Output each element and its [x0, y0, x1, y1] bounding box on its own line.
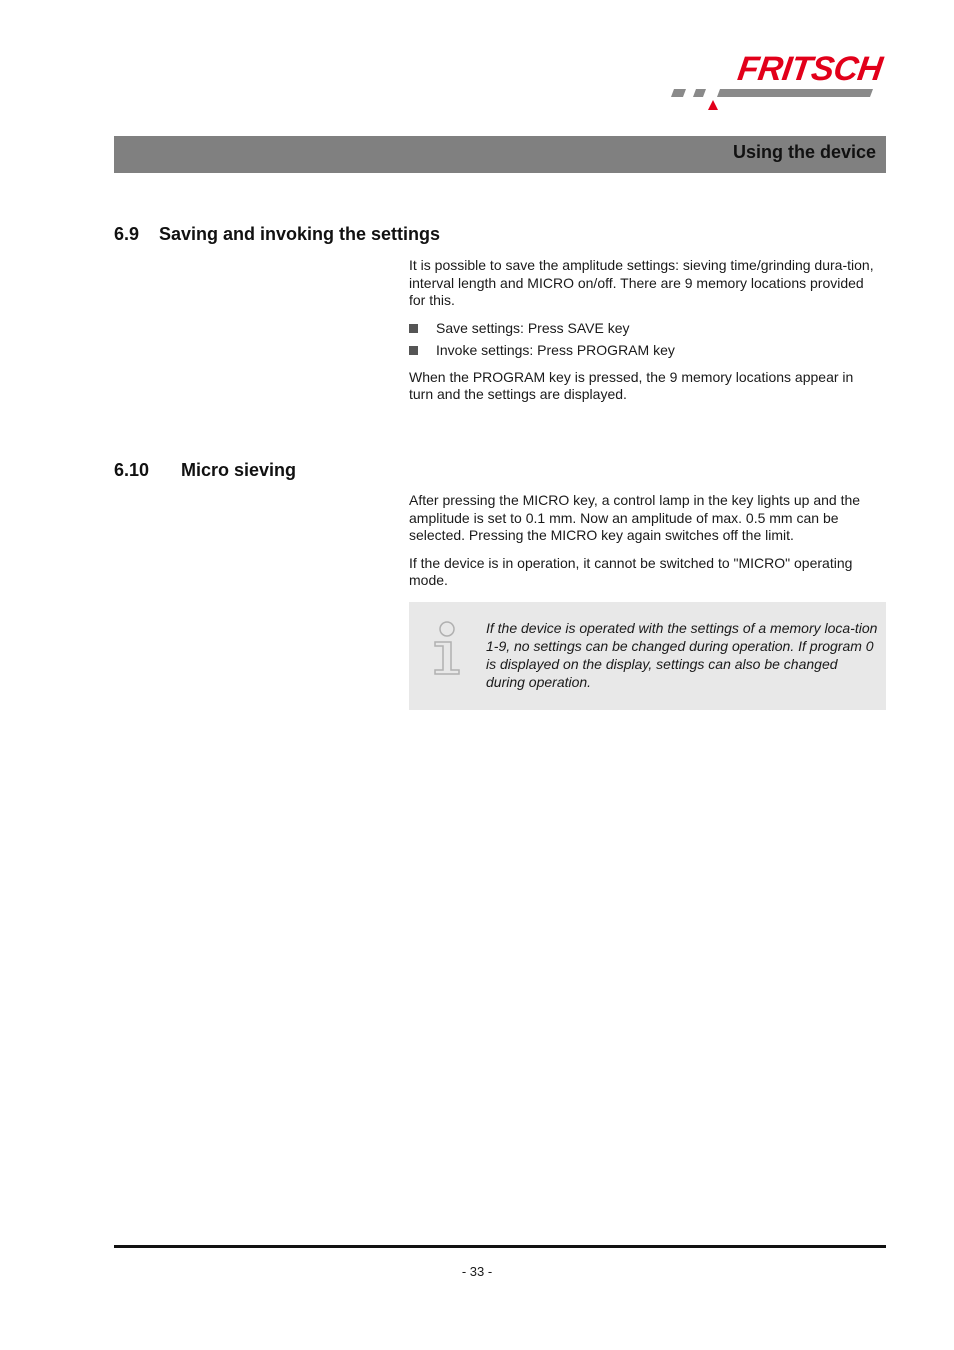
list-item	[409, 320, 881, 338]
bullet-list	[409, 320, 881, 360]
section-number: 6.9	[114, 224, 140, 244]
fritsch-logo	[668, 50, 890, 112]
section-title: Saving and invoking the settings	[159, 224, 441, 244]
section-6-9-body	[409, 257, 881, 414]
section-6-10-heading	[114, 460, 296, 481]
paragraph: When the PROGRAM key is pressed, the 9 memory locations appear in turn and the settings are displayed.	[409, 368, 854, 402]
paragraph: After pressing the MICRO key, a control lamp in the key lights up and the amplitude is set to 0.1 mm. Now an amplitude of max. 0.5 mm can be selected. Pressing the MICRO key again switches off the limit.	[409, 492, 861, 543]
section-6-10-body	[409, 492, 881, 600]
header-title: Using the device	[732, 142, 876, 162]
logo-stripes	[668, 50, 890, 112]
paragraph: It is possible to save the amplitude settings: sieving time/grinding dura-tion, interval length and MICRO on/off. There are 9 memory locations provided for this.	[409, 257, 874, 308]
section-title: Micro sieving	[181, 460, 297, 480]
info-note	[409, 602, 886, 710]
section-6-9-heading	[114, 224, 440, 245]
note-text: If the device is operated with the settings of a memory loca-tion 1-9, no settings can be changed during operation. If program 0 is displayed on the display, settings can also be changed during operation.	[486, 620, 878, 690]
list-item-text: Invoke settings: Press PROGRAM key	[436, 342, 675, 358]
list-item	[409, 342, 881, 360]
section-number: 6.10	[114, 460, 150, 480]
square-bullet-icon	[409, 324, 418, 333]
square-bullet-icon	[409, 346, 418, 355]
footer-rule	[114, 1245, 886, 1248]
paragraph: If the device is in operation, it cannot be switched to "MICRO" operating mode.	[409, 554, 853, 588]
page-number: - 33 -	[461, 1264, 493, 1279]
list-item-text: Save settings: Press SAVE key	[436, 319, 630, 336]
info-icon	[431, 620, 465, 676]
section-header-bar	[114, 136, 886, 173]
logo-wordmark: FRITSCH	[735, 50, 885, 88]
